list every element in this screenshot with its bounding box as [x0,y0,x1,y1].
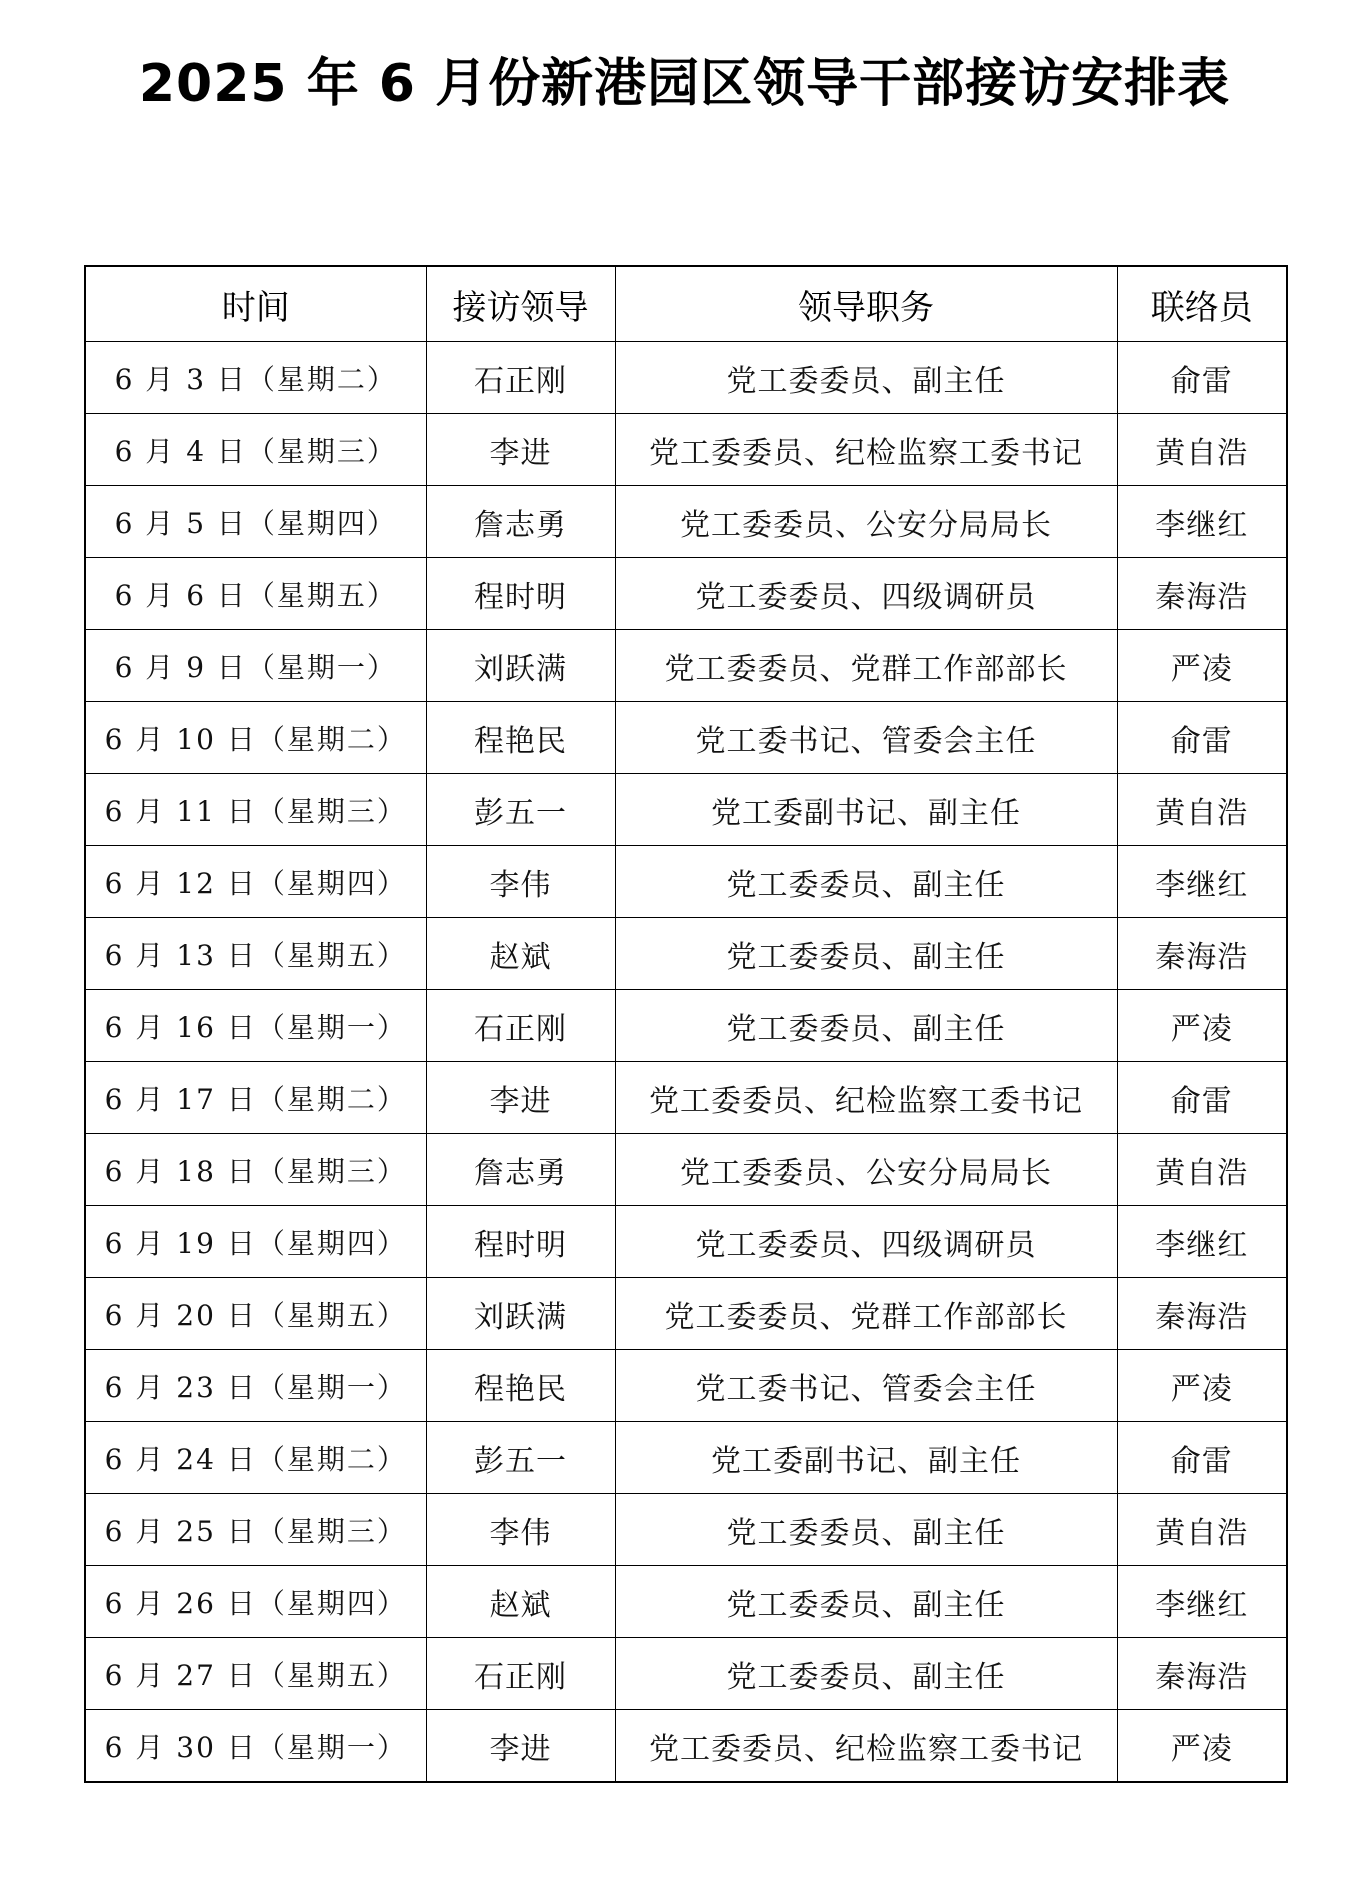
leader-cell: 李进 [426,1710,615,1783]
table-row [85,414,1287,486]
date-cell: 6 月 30 日（星期一） [85,1710,426,1783]
duty-cell: 党工委委员、四级调研员 [615,1206,1117,1278]
table-row [85,1350,1287,1422]
reception-schedule-table [84,265,1288,1783]
table-row [85,558,1287,630]
date-cell: 6 月 11 日（星期三） [85,774,426,846]
table-row [85,918,1287,990]
contact-cell: 俞雷 [1117,1422,1287,1494]
table-body [85,342,1287,1783]
table-row [85,486,1287,558]
leader-cell: 刘跃满 [426,630,615,702]
duty-cell: 党工委书记、管委会主任 [615,1350,1117,1422]
leader-cell: 刘跃满 [426,1278,615,1350]
contact-cell: 严凌 [1117,1710,1287,1783]
date-cell: 6 月 20 日（星期五） [85,1278,426,1350]
table-row [85,990,1287,1062]
contact-cell: 李继红 [1117,486,1287,558]
contact-cell: 俞雷 [1117,1062,1287,1134]
table-row [85,1566,1287,1638]
duty-cell: 党工委委员、副主任 [615,1566,1117,1638]
contact-cell: 黄自浩 [1117,774,1287,846]
table-header-row [85,266,1287,342]
date-cell: 6 月 4 日（星期三） [85,414,426,486]
leader-cell: 石正刚 [426,342,615,414]
duty-cell: 党工委委员、纪检监察工委书记 [615,414,1117,486]
duty-cell: 党工委委员、纪检监察工委书记 [615,1710,1117,1783]
date-cell: 6 月 9 日（星期一） [85,630,426,702]
contact-cell: 秦海浩 [1117,558,1287,630]
leader-cell: 程时明 [426,558,615,630]
duty-cell: 党工委委员、副主任 [615,1494,1117,1566]
duty-cell: 党工委委员、副主任 [615,918,1117,990]
date-cell: 6 月 27 日（星期五） [85,1638,426,1710]
leader-cell: 赵斌 [426,918,615,990]
header-duty: 领导职务 [615,266,1117,342]
duty-cell: 党工委书记、管委会主任 [615,702,1117,774]
contact-cell: 李继红 [1117,1566,1287,1638]
table-row [85,1134,1287,1206]
contact-cell: 俞雷 [1117,702,1287,774]
date-cell: 6 月 16 日（星期一） [85,990,426,1062]
duty-cell: 党工委委员、副主任 [615,990,1117,1062]
duty-cell: 党工委委员、党群工作部部长 [615,630,1117,702]
contact-cell: 黄自浩 [1117,1494,1287,1566]
duty-cell: 党工委委员、副主任 [615,846,1117,918]
date-cell: 6 月 26 日（星期四） [85,1566,426,1638]
leader-cell: 李伟 [426,1494,615,1566]
leader-cell: 李伟 [426,846,615,918]
date-cell: 6 月 24 日（星期二） [85,1422,426,1494]
leader-cell: 赵斌 [426,1566,615,1638]
contact-cell: 秦海浩 [1117,918,1287,990]
date-cell: 6 月 6 日（星期五） [85,558,426,630]
leader-cell: 詹志勇 [426,1134,615,1206]
contact-cell: 黄自浩 [1117,414,1287,486]
date-cell: 6 月 12 日（星期四） [85,846,426,918]
date-cell: 6 月 25 日（星期三） [85,1494,426,1566]
duty-cell: 党工委委员、公安分局局长 [615,486,1117,558]
table-row [85,1062,1287,1134]
duty-cell: 党工委委员、公安分局局长 [615,1134,1117,1206]
leader-cell: 彭五一 [426,1422,615,1494]
table-row [85,1710,1287,1783]
date-cell: 6 月 10 日（星期二） [85,702,426,774]
table-row [85,774,1287,846]
date-cell: 6 月 18 日（星期三） [85,1134,426,1206]
date-cell: 6 月 23 日（星期一） [85,1350,426,1422]
date-cell: 6 月 5 日（星期四） [85,486,426,558]
contact-cell: 严凌 [1117,630,1287,702]
contact-cell: 俞雷 [1117,342,1287,414]
date-cell: 6 月 3 日（星期二） [85,342,426,414]
header-date: 时间 [85,266,426,342]
page-title: 2025 年 6 月份新港园区领导干部接访安排表 [138,54,1231,114]
duty-cell: 党工委副书记、副主任 [615,774,1117,846]
duty-cell: 党工委委员、党群工作部部长 [615,1278,1117,1350]
leader-cell: 石正刚 [426,990,615,1062]
table-row [85,702,1287,774]
table-row [85,1638,1287,1710]
contact-cell: 李继红 [1117,846,1287,918]
leader-cell: 程艳民 [426,1350,615,1422]
leader-cell: 彭五一 [426,774,615,846]
table-row [85,1278,1287,1350]
table-row [85,1206,1287,1278]
table-row [85,342,1287,414]
leader-cell: 詹志勇 [426,486,615,558]
table-row [85,1422,1287,1494]
contact-cell: 严凌 [1117,1350,1287,1422]
leader-cell: 程时明 [426,1206,615,1278]
contact-cell: 严凌 [1117,990,1287,1062]
header-contact: 联络员 [1117,266,1287,342]
duty-cell: 党工委委员、副主任 [615,342,1117,414]
leader-cell: 李进 [426,414,615,486]
leader-cell: 石正刚 [426,1638,615,1710]
contact-cell: 李继红 [1117,1206,1287,1278]
contact-cell: 黄自浩 [1117,1134,1287,1206]
duty-cell: 党工委副书记、副主任 [615,1422,1117,1494]
date-cell: 6 月 19 日（星期四） [85,1206,426,1278]
table-row [85,630,1287,702]
date-cell: 6 月 13 日（星期五） [85,918,426,990]
contact-cell: 秦海浩 [1117,1638,1287,1710]
header-leader: 接访领导 [426,266,615,342]
duty-cell: 党工委委员、纪检监察工委书记 [615,1062,1117,1134]
table-row [85,846,1287,918]
contact-cell: 秦海浩 [1117,1278,1287,1350]
duty-cell: 党工委委员、四级调研员 [615,558,1117,630]
date-cell: 6 月 17 日（星期二） [85,1062,426,1134]
leader-cell: 李进 [426,1062,615,1134]
duty-cell: 党工委委员、副主任 [615,1638,1117,1710]
table-row [85,1494,1287,1566]
leader-cell: 程艳民 [426,702,615,774]
